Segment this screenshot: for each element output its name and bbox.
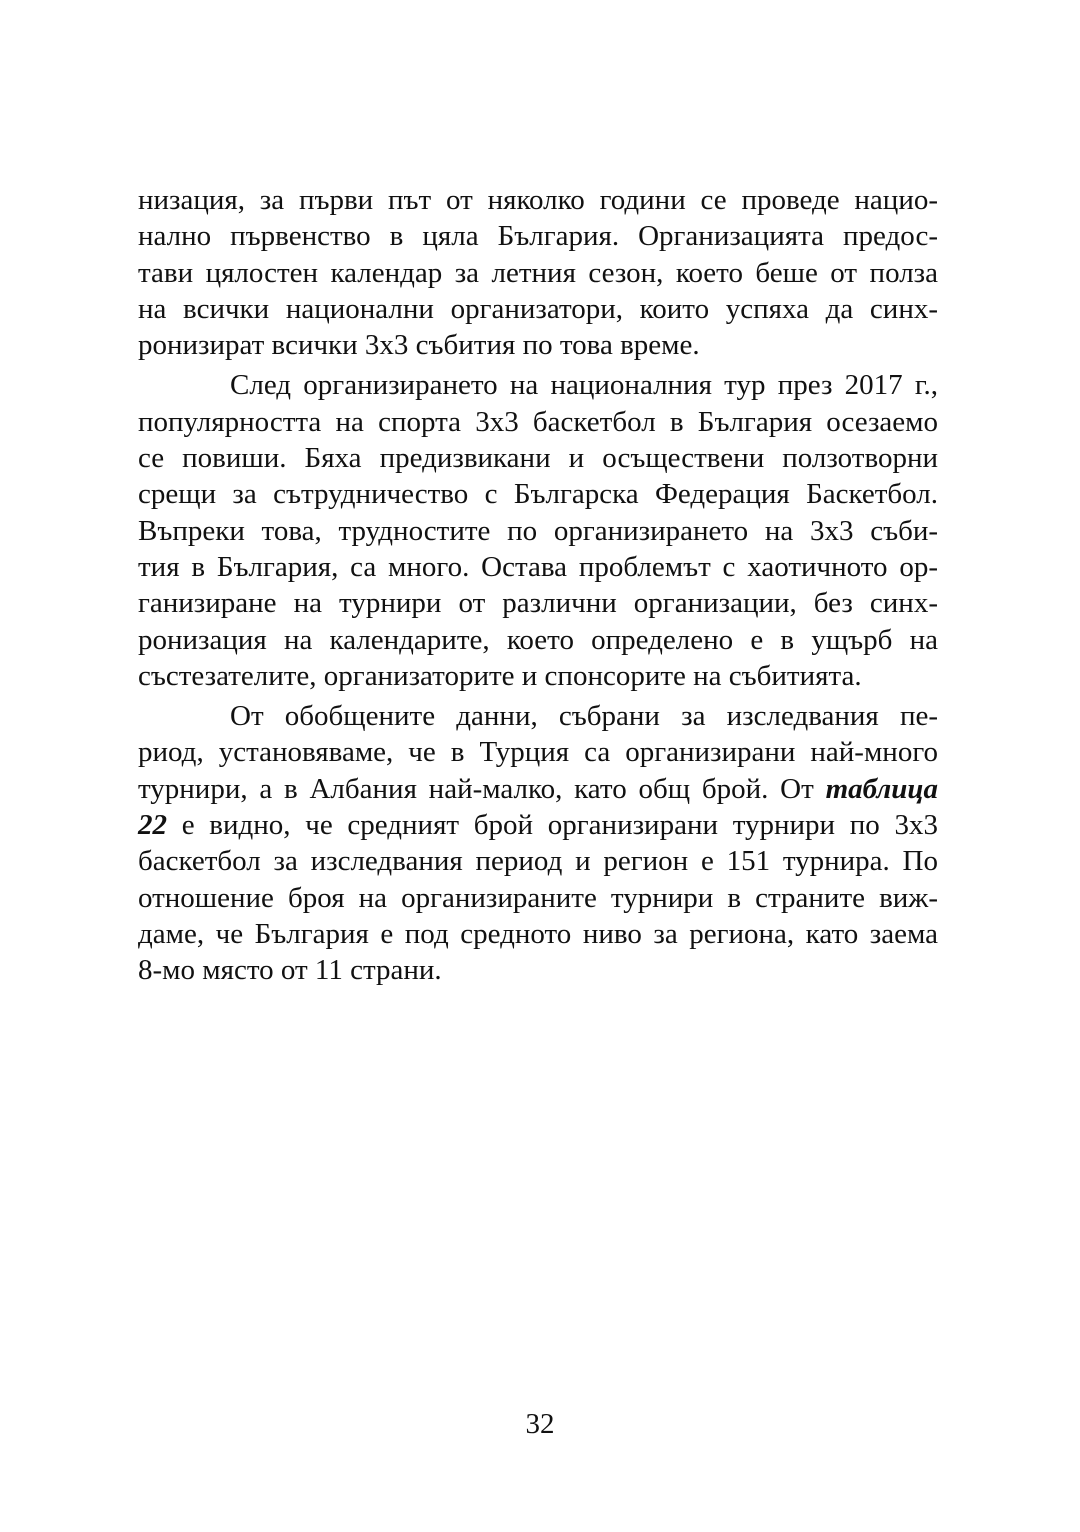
text-line [138,771,938,807]
text-fragment: турнири, а в Албания най-малко, като общ брой. От [138,772,814,805]
text-line: нално първенство в цяла България. Организацията предос- [138,220,938,253]
text-line: тави цялостен календар за летния сезон, което беше от полза [138,256,938,289]
text-line: От обобщените данни, събрани за изследвания пе- [230,700,938,733]
text-line: даме, че България е под средното ниво за региона, като заема [138,917,938,950]
text-line: срещи за сътрудничество с Българска Федерация Баскетбол. [138,478,938,511]
text-line: се повиши. Бяха предизвикани и осъществени ползотворни [138,442,938,475]
text-line: низация, за първи път от няколко години се проведе нацио- [138,184,938,216]
text-line: риод, установяваме, че в Турция са организирани най-много [138,736,938,769]
text-line: След организирането на националния тур през 2017 г., [230,369,938,402]
text-line: ронизация на календарите, което определено е в ущърб на [138,623,938,656]
text-line [138,807,938,843]
text-line: баскетбол за изследвания период и регион е 151 турнира. По [138,845,938,878]
text-line: Въпреки това, трудностите по организирането на 3x3 съби- [138,514,938,547]
text-line: ронизират всички 3x3 събития по това време. [138,329,700,362]
text-line: популярността на спорта 3x3 баскетбол в България осезаемо [138,405,938,438]
text-line: ганизиране на турнири от различни организации, без синх- [138,587,938,620]
text-line: на всички национални организатори, които успяха да синх- [138,292,938,325]
text-line: тия в България, са много. Остава проблемът с хаотичното ор- [138,550,938,583]
table-reference-number: 22 [138,809,167,842]
page-number: 32 [525,1408,555,1440]
text-line: 8-мо място от 11 страни. [138,954,442,987]
body-text [138,182,938,989]
text-fragment: е видно, че средният брой организирани турнири по 3x3 [181,809,938,842]
text-line: отношение броя на организираните турнири в страните виж- [138,881,938,914]
table-reference-emphasis: таблица [825,772,939,805]
text-line: състезателите, организаторите и спонсорите на събитията. [138,659,862,692]
